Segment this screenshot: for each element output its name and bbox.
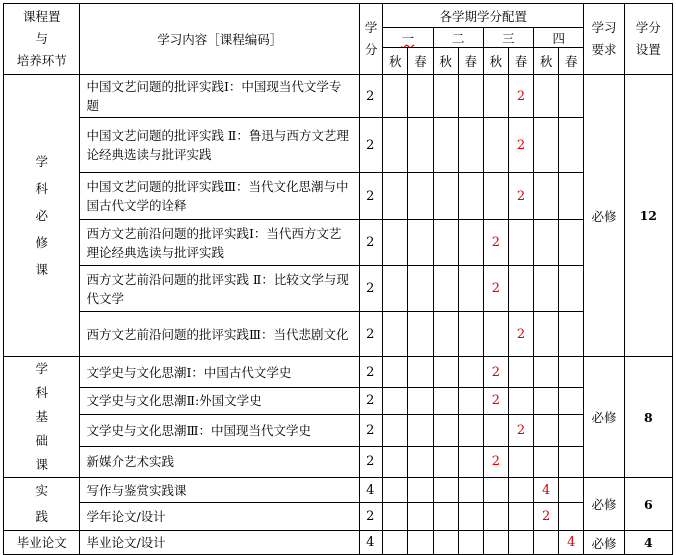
semester-cell (458, 312, 483, 357)
year-1 (383, 28, 433, 48)
header-total-line1: 学分 (635, 20, 661, 35)
course-credits: 2 (360, 388, 383, 415)
semester-cell (383, 357, 408, 388)
semester-cell (508, 531, 533, 555)
semester-credit-value: 2 (508, 75, 533, 118)
semester-cell (508, 503, 533, 531)
semester-credit-value: 2 (483, 388, 508, 415)
requirement-cell: 必修 (584, 75, 624, 357)
semester-cell (433, 388, 458, 415)
semester-cell (559, 75, 584, 118)
course-name: 新媒介艺术实践 (80, 446, 360, 477)
category-char: 实 (35, 483, 48, 498)
semester-cell (408, 503, 433, 531)
season-y4-autumn: 秋 (534, 48, 559, 75)
header-credits-char2: 分 (364, 42, 378, 57)
table-row (4, 531, 673, 555)
header-total-line2: 设置 (635, 42, 661, 57)
table-row (4, 388, 673, 415)
semester-cell (559, 414, 584, 446)
semester-cell (483, 173, 508, 220)
total-credits-cell: 6 (624, 478, 672, 531)
semester-cell (383, 531, 408, 555)
category-cell (4, 75, 80, 357)
semester-cell (458, 357, 483, 388)
table-row (4, 220, 673, 266)
semester-cell (559, 173, 584, 220)
course-credits: 2 (360, 312, 383, 357)
semester-credit-value: 2 (508, 173, 533, 220)
semester-cell (383, 446, 408, 477)
semester-cell (408, 312, 433, 357)
course-credits: 2 (360, 118, 383, 173)
semester-cell (408, 118, 433, 173)
semester-credit-value: 2 (534, 503, 559, 531)
semester-cell (383, 503, 408, 531)
semester-cell (408, 414, 433, 446)
semester-cell (559, 118, 584, 173)
header-category (4, 4, 80, 75)
course-credits: 2 (360, 446, 383, 477)
season-y4-spring: 春 (559, 48, 584, 75)
semester-credit-value: 4 (559, 531, 584, 555)
semester-cell (458, 118, 483, 173)
semester-cell (534, 266, 559, 312)
category-char: 修 (35, 235, 48, 250)
semester-cell (383, 173, 408, 220)
semester-cell (483, 75, 508, 118)
semester-cell (559, 220, 584, 266)
semester-cell (534, 118, 559, 173)
semester-credit-value: 2 (508, 312, 533, 357)
semester-cell (383, 266, 408, 312)
semester-cell (559, 357, 584, 388)
category-char: 践 (35, 509, 48, 524)
category-char: 学 (35, 154, 48, 169)
course-credits: 2 (360, 357, 383, 388)
course-name: 文学史与文化思潮Ⅱ:外国文学史 (80, 388, 360, 415)
semester-cell (483, 118, 508, 173)
semester-cell (559, 312, 584, 357)
semester-cell (534, 173, 559, 220)
semester-cell (458, 388, 483, 415)
semester-cell (458, 446, 483, 477)
semester-credit-value: 2 (508, 414, 533, 446)
semester-cell (508, 357, 533, 388)
semester-cell (408, 357, 433, 388)
course-credits: 2 (360, 414, 383, 446)
category-char: 学 (35, 361, 48, 376)
semester-cell (433, 173, 458, 220)
semester-cell (559, 266, 584, 312)
semester-cell (559, 446, 584, 477)
course-name: 毕业论文/设计 (80, 531, 360, 555)
semester-cell (458, 478, 483, 503)
course-name: 中国文艺问题的批评实践Ⅰ：中国现当代文学专题 (80, 75, 360, 118)
semester-cell (508, 478, 533, 503)
season-y1-autumn: 秋 (383, 48, 408, 75)
semester-cell (383, 118, 408, 173)
total-credits-cell: 12 (624, 75, 672, 357)
semester-cell (508, 220, 533, 266)
semester-cell (458, 531, 483, 555)
course-name: 西方文艺前沿问题的批评实践Ⅰ：当代西方文艺理论经典选读与批评实践 (80, 220, 360, 266)
semester-cell (534, 75, 559, 118)
course-name: 写作与鉴赏实践课 (80, 478, 360, 503)
header-requirement-line1: 学习 (591, 20, 617, 35)
season-y3-spring: 春 (508, 48, 533, 75)
semester-cell (483, 414, 508, 446)
category-char: 础 (35, 433, 48, 448)
semester-cell (433, 75, 458, 118)
semester-cell (408, 531, 433, 555)
category-char: 课 (35, 457, 48, 472)
semester-cell (559, 478, 584, 503)
category-cell (4, 478, 80, 531)
semester-cell (408, 388, 433, 415)
course-name: 文学史与文化思潮Ⅰ：中国古代文学史 (80, 357, 360, 388)
semester-cell (534, 357, 559, 388)
semester-credit-value: 2 (483, 357, 508, 388)
semester-cell (433, 531, 458, 555)
table-row (4, 446, 673, 477)
course-credits: 2 (360, 173, 383, 220)
semester-cell (534, 220, 559, 266)
category-char: 基 (35, 409, 48, 424)
category-cell (4, 531, 80, 555)
year-1-label: 一 (401, 30, 415, 46)
course-credits: 2 (360, 503, 383, 531)
semester-cell (433, 220, 458, 266)
semester-cell (383, 220, 408, 266)
category-cell (4, 357, 80, 478)
season-y3-autumn: 秋 (483, 48, 508, 75)
semester-cell (483, 478, 508, 503)
semester-cell (433, 118, 458, 173)
year-4: 四 (534, 28, 584, 48)
category-char: 毕业论文 (16, 535, 67, 550)
semester-cell (458, 173, 483, 220)
semester-cell (408, 75, 433, 118)
category-char: 科 (35, 385, 48, 400)
course-name: 中国文艺问题的批评实践Ⅲ：当代文化思潮与中国古代文学的诠释 (80, 173, 360, 220)
year-3: 三 (483, 28, 533, 48)
category-char: 课 (35, 262, 48, 277)
header-content: 学习内容［课程编码］ (80, 4, 360, 75)
semester-cell (433, 312, 458, 357)
semester-cell (483, 531, 508, 555)
semester-cell (534, 312, 559, 357)
course-name: 学年论文/设计 (80, 503, 360, 531)
semester-cell (433, 478, 458, 503)
semester-cell (534, 388, 559, 415)
semester-cell (383, 414, 408, 446)
semester-cell (508, 446, 533, 477)
header-credits-char1: 学 (364, 20, 378, 35)
table-row (4, 75, 673, 118)
semester-cell (559, 388, 584, 415)
semester-cell (508, 388, 533, 415)
semester-cell (433, 503, 458, 531)
season-y1-spring: 春 (408, 48, 433, 75)
header-category-line1: 课程置 (22, 9, 61, 24)
table-row (4, 503, 673, 531)
course-credits: 2 (360, 220, 383, 266)
category-char: 科 (35, 181, 48, 196)
semester-cell (458, 75, 483, 118)
semester-cell (458, 503, 483, 531)
season-y2-spring: 春 (458, 48, 483, 75)
header-category-line2: 与 (35, 31, 48, 46)
semester-cell (433, 446, 458, 477)
semester-cell (433, 414, 458, 446)
requirement-cell: 必修 (584, 531, 624, 555)
semester-cell (433, 266, 458, 312)
header-category-line3: 培养环节 (16, 53, 67, 68)
total-credits-cell: 8 (624, 357, 672, 478)
semester-cell (383, 312, 408, 357)
curriculum-table (3, 3, 673, 555)
semester-cell (408, 266, 433, 312)
semester-cell (483, 312, 508, 357)
table-body (4, 75, 673, 555)
semester-cell (483, 503, 508, 531)
semester-cell (508, 266, 533, 312)
semester-cell (458, 414, 483, 446)
course-credits: 4 (360, 531, 383, 555)
header-credits (360, 4, 383, 75)
season-y2-autumn: 秋 (433, 48, 458, 75)
header-total (624, 4, 672, 75)
semester-cell (458, 220, 483, 266)
course-credits: 2 (360, 266, 383, 312)
semester-cell (534, 531, 559, 555)
table-row (4, 312, 673, 357)
header-requirement (584, 4, 624, 75)
course-name: 西方文艺前沿问题的批评实践 Ⅱ：比较文学与现代文学 (80, 266, 360, 312)
semester-cell (534, 446, 559, 477)
table-row (4, 478, 673, 503)
semester-credit-value: 4 (534, 478, 559, 503)
table-row (4, 414, 673, 446)
semester-credit-value: 2 (483, 266, 508, 312)
semester-cell (559, 503, 584, 531)
semester-cell (408, 220, 433, 266)
header-semester-group: 各学期学分配置 (383, 4, 584, 28)
header-requirement-line2: 要求 (591, 42, 617, 57)
semester-cell (458, 266, 483, 312)
total-credits-cell: 4 (624, 531, 672, 555)
course-credits: 4 (360, 478, 383, 503)
course-name: 中国文艺问题的批评实践 Ⅱ：鲁迅与西方文艺理论经典选读与批评实践 (80, 118, 360, 173)
semester-cell (383, 478, 408, 503)
semester-credit-value: 2 (483, 446, 508, 477)
requirement-cell: 必修 (584, 478, 624, 531)
semester-cell (383, 388, 408, 415)
semester-cell (383, 75, 408, 118)
course-name: 文学史与文化思潮Ⅲ：中国现当代文学史 (80, 414, 360, 446)
semester-credit-value: 2 (508, 118, 533, 173)
semester-cell (433, 357, 458, 388)
semester-cell (534, 414, 559, 446)
category-char: 必 (35, 208, 48, 223)
year-2: 二 (433, 28, 483, 48)
semester-cell (408, 173, 433, 220)
semester-credit-value: 2 (483, 220, 508, 266)
course-credits: 2 (360, 75, 383, 118)
course-name: 西方文艺前沿问题的批评实践Ⅲ：当代悲剧文化 (80, 312, 360, 357)
table-row (4, 173, 673, 220)
table-row (4, 266, 673, 312)
semester-cell (408, 446, 433, 477)
semester-cell (408, 478, 433, 503)
requirement-cell: 必修 (584, 357, 624, 478)
table-row (4, 118, 673, 173)
table-row (4, 357, 673, 388)
